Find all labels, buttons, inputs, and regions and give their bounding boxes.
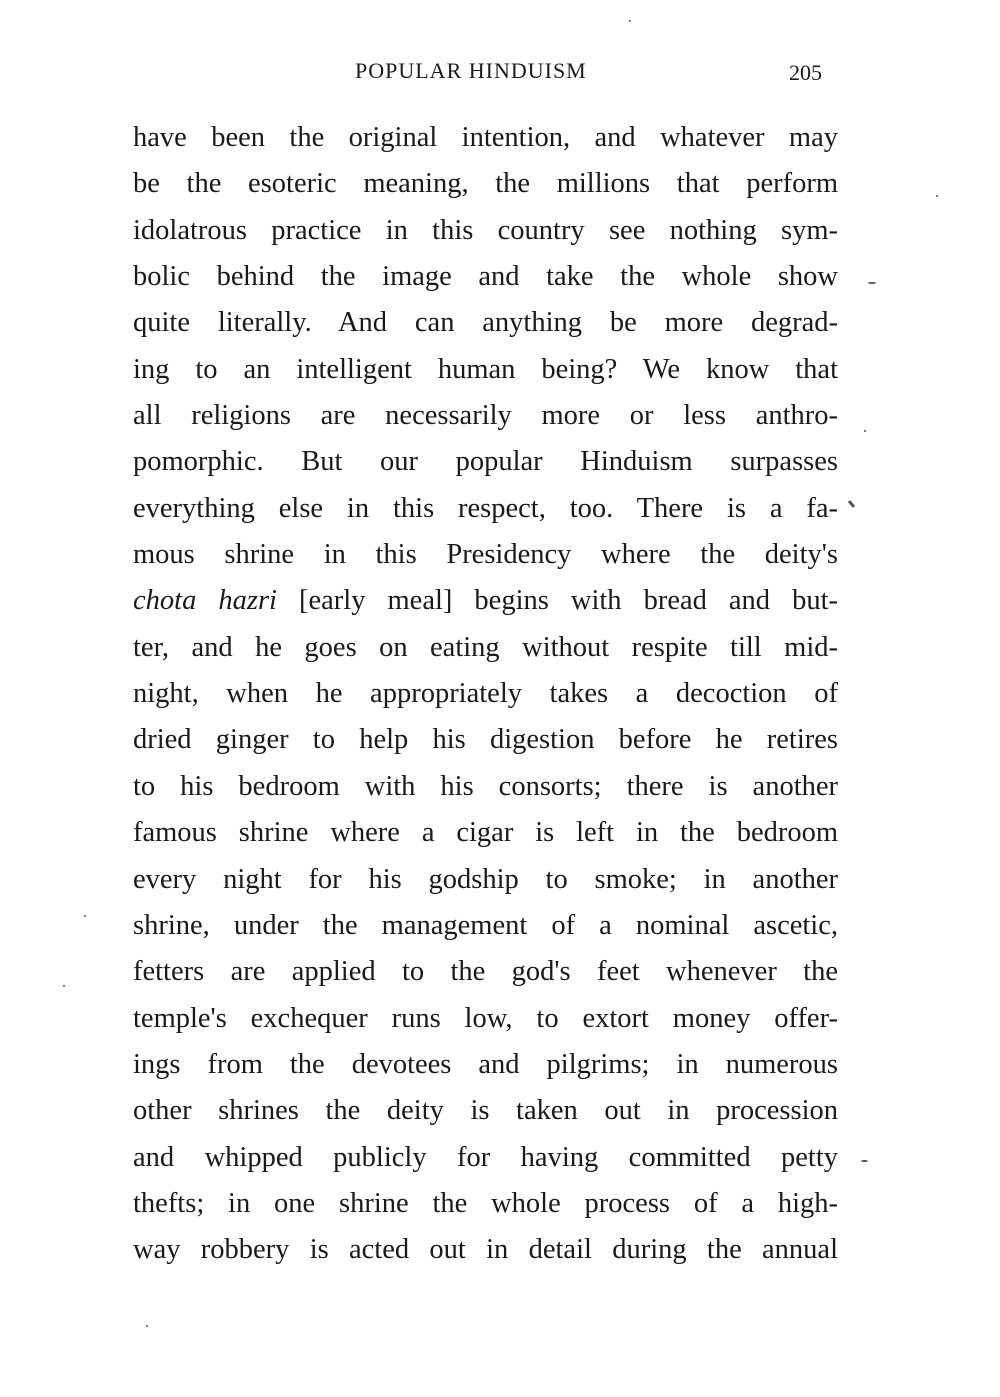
scan-speck (868, 282, 876, 284)
text-line: every night for his godship to smoke; in another (133, 863, 838, 895)
text-line: and whipped publicly for having committed petty (133, 1141, 838, 1173)
text-line-italic-phrase (133, 578, 838, 624)
scan-speck (936, 195, 938, 197)
scan-speck (848, 500, 855, 508)
text-line: way robbery is acted out in detail during the annual (133, 1234, 838, 1266)
scan-speck (84, 915, 86, 917)
text-line: mous shrine in this Presidency where the deity's (133, 539, 838, 571)
scan-speck (63, 985, 65, 987)
body-text (133, 115, 838, 1274)
text-line: to his bedroom with his consorts; there is another (133, 770, 838, 802)
running-head (0, 58, 1000, 90)
text-line: temple's exchequer runs low, to extort money offer- (133, 1002, 838, 1034)
text-line: famous shrine where a cigar is left in the bedroom (133, 817, 838, 849)
text-line: quite literally. And can anything be more degrad- (133, 307, 838, 339)
text-line: ing to an intelligent human being? We know that (133, 353, 838, 385)
running-title: POPULAR HINDUISM (355, 58, 587, 83)
text-line: dried ginger to help his digestion before he retires (133, 724, 838, 756)
text-line: bolic behind the image and take the whole show (133, 261, 838, 293)
text-line-rest: [early meal] begins with bread and but- (299, 585, 839, 617)
scan-speck (629, 20, 631, 22)
text-line: be the esoteric meaning, the millions that perform (133, 168, 838, 200)
text-line: pomorphic. But our popular Hinduism surpasses (133, 446, 838, 478)
text-line: have been the original intention, and whatever may (133, 122, 838, 153)
text-line: shrine, under the management of a nominal ascetic, (133, 909, 838, 941)
text-line: thefts; in one shrine the whole process of a high- (133, 1187, 838, 1219)
text-line: fetters are applied to the god's feet whenever the (133, 956, 838, 988)
scan-speck (864, 430, 866, 432)
page-number: 205 (789, 60, 822, 85)
scan-speck (861, 1160, 868, 1162)
text-line: night, when he appropriately takes a decoction of (133, 678, 838, 710)
text-line: ter, and he goes on eating without respite till mid- (133, 631, 838, 663)
scan-speck (146, 1325, 148, 1327)
text-line: everything else in this respect, too. There is a fa- (133, 492, 838, 524)
text-line: all religions are necessarily more or less anthro- (133, 400, 838, 432)
text-line: other shrines the deity is taken out in procession (133, 1095, 838, 1127)
italic-phrase: chota hazri (133, 585, 277, 617)
text-line: idolatrous practice in this country see nothing sym- (133, 214, 838, 246)
text-line: ings from the devotees and pilgrims; in numerous (133, 1048, 838, 1080)
